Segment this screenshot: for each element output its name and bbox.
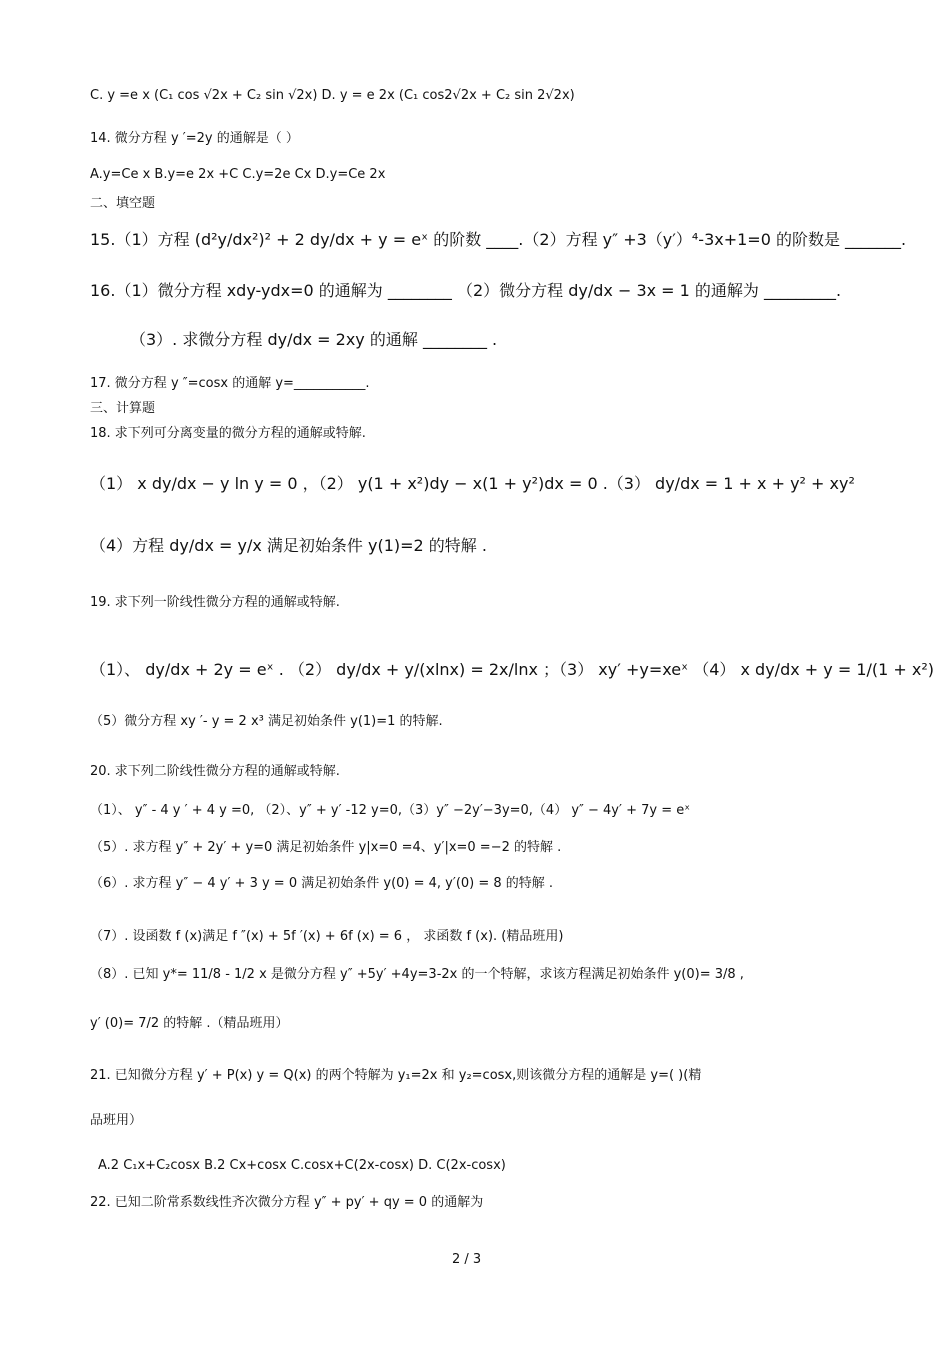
- question-20-part-8: （8）. 已知 y*= 11/8 - 1/2 x 是微分方程 y″ +5y′ +4y=3-2x 的一个特解，求该方程满足初始条件 y(0)= 3/8 ,: [90, 967, 744, 982]
- question-21-options: A.2 C₁x+C₂cosx B.2 Cx+cosx C.cosx+C(2x-cosx) D. C(2x-cosx): [98, 1158, 506, 1173]
- question-19-part-5: （5）微分方程 xy ′- y = 2 x³ 满足初始条件 y(1)=1 的特解.: [90, 714, 443, 729]
- page-number: 2 / 3: [452, 1252, 482, 1267]
- question-19: 19. 求下列一阶线性微分方程的通解或特解.: [90, 595, 340, 610]
- question-14: 14. 微分方程 y ′=2y 的通解是（ ）: [90, 131, 299, 146]
- section-fill-blank-heading: 二、填空题: [90, 196, 156, 211]
- question-20-parts: （1）、 y″ - 4 y ′ + 4 y =0, （2）、y″ + y′ -12 y=0,（3）y″ −2y′−3y=0,（4） y″ − 4y′ + 7y = eˣ: [90, 803, 690, 818]
- question-20-part-6: （6）. 求方程 y″ − 4 y′ + 3 y = 0 满足初始条件 y(0) = 4, y′(0) = 8 的特解 .: [90, 876, 554, 891]
- question-20-part-7: （7）. 设函数 f (x)满足 f ″(x) + 5f ′(x) + 6f (x) = 6 ， 求函数 f (x). (精品班用): [90, 929, 564, 944]
- question-20-part-8-cont: y′ (0)= 7/2 的特解 .（精品班用）: [90, 1016, 289, 1031]
- question-21-cont: 品班用）: [90, 1113, 143, 1128]
- question-17: 17. 微分方程 y ″=cosx 的通解 y=___________.: [90, 376, 370, 391]
- question-21: 21. 已知微分方程 y′ + P(x) y = Q(x) 的两个特解为 y₁=2x 和 y₂=cosx,则该微分方程的通解是 y=( )(精: [90, 1068, 702, 1083]
- question-18-parts: （1） x dy/dx − y ln y = 0 ，（2） y(1 + x²)dy − x(1 + y²)dx = 0 .（3） dy/dx = 1 + x + y² + xy²: [90, 474, 855, 493]
- option-c-d-line: C. y =e x (C₁ cos √2x + C₂ sin √2x) D. y = e 2x (C₁ cos2√2x + C₂ sin 2√2x): [90, 88, 575, 103]
- question-18-part-4: （4）方程 dy/dx = y/x 满足初始条件 y(1)=2 的特解 .: [90, 536, 487, 555]
- question-15: 15.（1）方程 (d²y/dx²)² + 2 dy/dx + y = eˣ 的阶数 ____.（2）方程 y″ +3（y′）⁴-3x+1=0 的阶数是 _______.: [90, 230, 907, 249]
- question-22: 22. 已知二阶常系数线性齐次微分方程 y″ + py′ + qy = 0 的通解为: [90, 1195, 484, 1210]
- question-20: 20. 求下列二阶线性微分方程的通解或特解.: [90, 764, 340, 779]
- question-14-options: A.y=Ce x B.y=e 2x +C C.y=2e Cx D.y=Ce 2x: [90, 167, 386, 182]
- question-16-part-3: （3）. 求微分方程 dy/dx = 2xy 的通解 ________ .: [130, 330, 498, 349]
- question-18: 18. 求下列可分离变量的微分方程的通解或特解.: [90, 426, 366, 441]
- question-19-parts: （1）、 dy/dx + 2y = eˣ . （2） dy/dx + y/(xlnx) = 2x/lnx ；（3） xy′ +y=xeˣ （4） x dy/dx + y = 1/(1 + x²): [90, 660, 935, 679]
- question-20-part-5: （5）. 求方程 y″ + 2y′ + y=0 满足初始条件 y|x=0 =4、y′|x=0 =−2 的特解 .: [90, 840, 562, 855]
- section-calculation-heading: 三、计算题: [90, 401, 156, 416]
- question-16: 16.（1）微分方程 xdy-ydx=0 的通解为 ________ （2）微分方程 dy/dx − 3x = 1 的通解为 _________.: [90, 281, 842, 300]
